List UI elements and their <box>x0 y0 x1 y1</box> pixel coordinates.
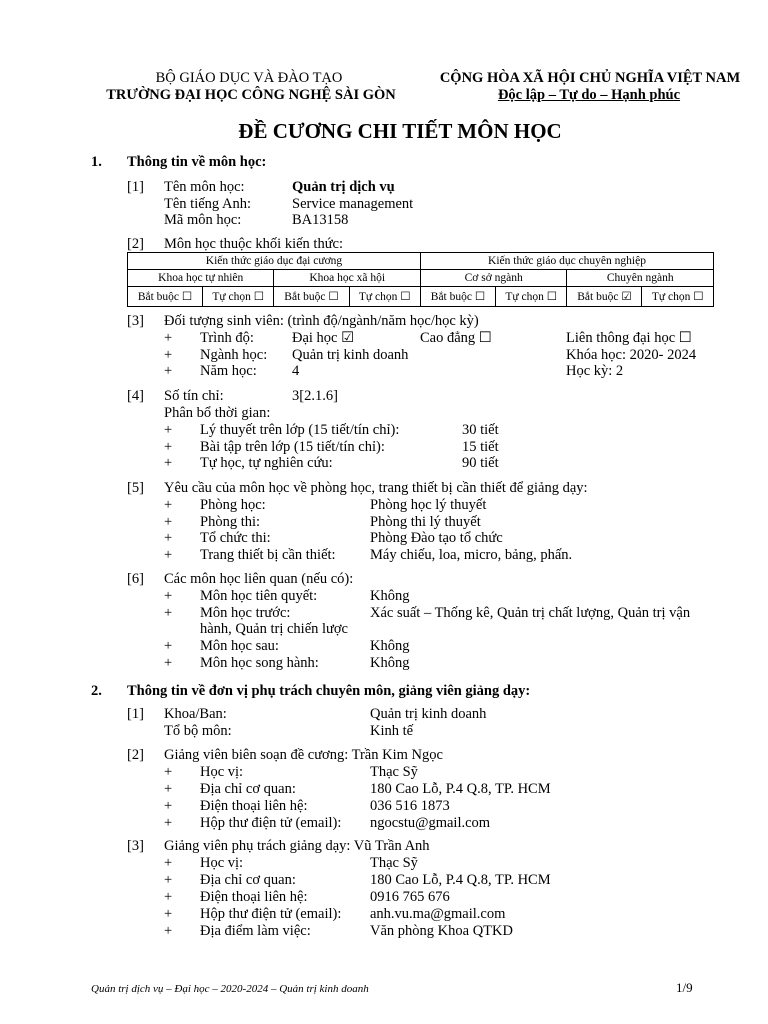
country-slogan: Độc lập – Tự do – Hạnh phúc <box>497 87 681 103</box>
bullet: + <box>164 588 173 604</box>
self-study-value: 90 tiết <box>462 455 499 471</box>
email-label: Hộp thư điện tử (email): <box>200 815 342 831</box>
page-title: ĐỀ CƯƠNG CHI TIẾT MÔN HỌC <box>238 119 562 143</box>
table-option-checkbox: Bắt buộc ☐ <box>274 287 349 307</box>
email-label: Hộp thư điện tử (email): <box>200 906 342 922</box>
section-1-number: 1. <box>91 154 102 170</box>
student-target-label: Đối tượng sinh viên: (trình độ/ngành/năm học/học kỳ) <box>164 313 479 329</box>
parallel-course-value: Không <box>370 655 410 671</box>
course-year: Khóa học: 2020- 2024 <box>566 347 697 363</box>
bullet: + <box>164 798 173 814</box>
item-tag: [1] <box>127 179 144 195</box>
degree-value: Thạc Sỹ <box>370 855 418 871</box>
page-number: 1/9 <box>676 980 693 995</box>
bullet: + <box>164 889 173 905</box>
table-sub-social-science: Khoa học xã hội <box>274 270 420 287</box>
table-sub-specialization: Chuyên ngành <box>567 270 714 287</box>
ministry-name: BỘ GIÁO DỤC VÀ ĐÀO TẠO <box>155 70 343 86</box>
bullet: + <box>164 330 173 346</box>
section-2-number: 2. <box>91 683 102 699</box>
year-value: 4 <box>292 363 300 379</box>
credits-label: Số tín chỉ: <box>164 388 224 404</box>
semester: Học kỳ: 2 <box>566 363 624 379</box>
facility-requirements-label: Yêu cầu của môn học về phòng học, trang thiết bị cần thiết để giảng dạy: <box>164 480 588 496</box>
classroom-label: Phòng học: <box>200 497 266 513</box>
bullet: + <box>164 347 173 363</box>
exam-organizer-label: Tổ chức thi: <box>200 530 271 546</box>
footer-course-info: Quản trị dịch vụ – Đại học – 2020-2024 – Quản trị kinh doanh <box>91 983 369 995</box>
table-option-checkbox: Bắt buộc ☐ <box>420 287 495 307</box>
email-value: anh.vu.ma@gmail.com <box>370 906 506 922</box>
country-motto: CỘNG HÒA XÃ HỘI CHỦ NGHĨA VIỆT NAM <box>439 70 741 86</box>
address-value: 180 Cao Lỗ, P.4 Q.8, TP. HCM <box>370 872 551 888</box>
bullet: + <box>164 547 173 563</box>
department-label: Khoa/Ban: <box>164 706 227 722</box>
bullet: + <box>164 439 173 455</box>
phone-label: Điện thoại liên hệ: <box>200 798 308 814</box>
english-name-label: Tên tiếng Anh: <box>164 196 251 212</box>
university-name: TRƯỜNG ĐẠI HỌC CÔNG NGHỆ SÀI GÒN <box>106 87 396 103</box>
table-option-checkbox: Tự chọn ☐ <box>495 287 566 307</box>
exercise-value: 15 tiết <box>462 439 499 455</box>
equipment-value: Máy chiếu, loa, micro, bảng, phấn. <box>370 547 573 563</box>
table-group-general: Kiến thức giáo dục đại cương <box>128 253 421 270</box>
phone-value: 036 516 1873 <box>370 798 450 814</box>
bullet: + <box>164 655 173 671</box>
course-code-value: BA13158 <box>292 212 349 228</box>
workplace-label: Địa điểm làm việc: <box>200 923 311 939</box>
table-option-checkbox: Tự chọn ☐ <box>642 287 714 307</box>
bullet: + <box>164 363 173 379</box>
table-option-checkbox: Tự chọn ☐ <box>203 287 274 307</box>
department-value: Quản trị kinh doanh <box>370 706 487 722</box>
level-transfer: Liên thông đại học ☐ <box>566 330 692 346</box>
theory-value: 30 tiết <box>462 422 499 438</box>
item-tag: [4] <box>127 388 144 404</box>
previous-course-value: Xác suất – Thống kê, Quản trị chất lượng, Quản trị vận <box>370 605 691 621</box>
next-course-label: Môn học sau: <box>200 638 279 654</box>
bullet: + <box>164 605 173 621</box>
table-sub-foundation: Cơ sở ngành <box>420 270 566 287</box>
section-1-heading: Thông tin về môn học: <box>127 154 267 170</box>
parallel-course-label: Môn học song hành: <box>200 655 319 671</box>
course-name-value: Quản trị dịch vụ <box>292 179 395 195</box>
bullet: + <box>164 764 173 780</box>
next-course-value: Không <box>370 638 410 654</box>
previous-course-value-cont: hành, Quản trị chiến lược <box>200 621 348 637</box>
item-tag: [6] <box>127 571 144 587</box>
bullet: + <box>164 455 173 471</box>
bullet: + <box>164 906 173 922</box>
bullet: + <box>164 638 173 654</box>
year-label: Năm học: <box>200 363 257 379</box>
self-study-label: Tự học, tự nghiên cứu: <box>200 455 333 471</box>
prerequisite-label: Môn học tiên quyết: <box>200 588 318 604</box>
english-name-value: Service management <box>292 196 414 212</box>
item-tag: [3] <box>127 313 144 329</box>
exam-organizer-value: Phòng Đào tạo tổ chức <box>370 530 503 546</box>
address-label: Địa chỉ cơ quan: <box>200 781 296 797</box>
degree-label: Học vị: <box>200 764 244 780</box>
phone-value: 0916 765 676 <box>370 889 450 905</box>
bullet: + <box>164 530 173 546</box>
table-option-checkbox: Bắt buộc ☐ <box>128 287 203 307</box>
workplace-value: Văn phòng Khoa QTKD <box>370 923 513 939</box>
theory-label: Lý thuyết trên lớp (15 tiết/tín chỉ): <box>200 422 400 438</box>
classroom-value: Phòng học lý thuyết <box>370 497 487 513</box>
item-tag: [2] <box>127 747 144 763</box>
course-code-label: Mã môn học: <box>164 212 242 228</box>
table-option-checkbox: Tự chọn ☐ <box>349 287 420 307</box>
item-tag: [5] <box>127 480 144 496</box>
table-group-professional: Kiến thức giáo dục chuyên nghiệp <box>420 253 713 270</box>
exam-room-label: Phòng thi: <box>200 514 261 530</box>
item-tag: [3] <box>127 838 144 854</box>
time-allocation-label: Phân bổ thời gian: <box>164 405 271 421</box>
item-tag: [2] <box>127 236 144 252</box>
exercise-label: Bài tập trên lớp (15 tiết/tín chỉ): <box>200 439 385 455</box>
bullet: + <box>164 781 173 797</box>
exam-room-value: Phòng thi lý thuyết <box>370 514 481 530</box>
table-sub-natural-science: Khoa học tự nhiên <box>128 270 274 287</box>
subject-group-value: Kinh tế <box>370 723 414 739</box>
email-value: ngocstu@gmail.com <box>370 815 491 831</box>
level-label: Trình độ: <box>200 330 254 346</box>
address-label: Địa chỉ cơ quan: <box>200 872 296 888</box>
degree-value: Thạc Sỹ <box>370 764 418 780</box>
bullet: + <box>164 422 173 438</box>
bullet: + <box>164 815 173 831</box>
major-value: Quản trị kinh doanh <box>292 347 409 363</box>
lecturer-in-charge: Giảng viên phụ trách giảng dạy: Vũ Trần Anh <box>164 838 430 854</box>
section-2-heading: Thông tin về đơn vị phụ trách chuyên môn, giảng viên giảng dạy: <box>127 683 531 699</box>
phone-label: Điện thoại liên hệ: <box>200 889 308 905</box>
level-college: Cao đẳng ☐ <box>420 330 492 346</box>
syllabus-author: Giảng viên biên soạn đề cương: Trần Kim Ngọc <box>164 747 443 763</box>
knowledge-block-table <box>127 252 714 307</box>
bullet: + <box>164 923 173 939</box>
bullet: + <box>164 497 173 513</box>
credits-value: 3[2.1.6] <box>292 388 338 404</box>
prerequisite-value: Không <box>370 588 410 604</box>
equipment-label: Trang thiết bị cần thiết: <box>200 547 336 563</box>
bullet: + <box>164 855 173 871</box>
subject-group-label: Tổ bộ môn: <box>164 723 232 739</box>
level-university: Đại học ☑ <box>292 330 355 346</box>
table-option-checkbox: Bắt buộc ☑ <box>567 287 642 307</box>
previous-course-label: Môn học trước: <box>200 605 291 621</box>
knowledge-block-label: Môn học thuộc khối kiến thức: <box>164 236 344 252</box>
item-tag: [1] <box>127 706 144 722</box>
course-name-label: Tên môn học: <box>164 179 245 195</box>
major-label: Ngành học: <box>200 347 268 363</box>
bullet: + <box>164 514 173 530</box>
address-value: 180 Cao Lỗ, P.4 Q.8, TP. HCM <box>370 781 551 797</box>
bullet: + <box>164 872 173 888</box>
degree-label: Học vị: <box>200 855 244 871</box>
related-courses-label: Các môn học liên quan (nếu có): <box>164 571 354 587</box>
